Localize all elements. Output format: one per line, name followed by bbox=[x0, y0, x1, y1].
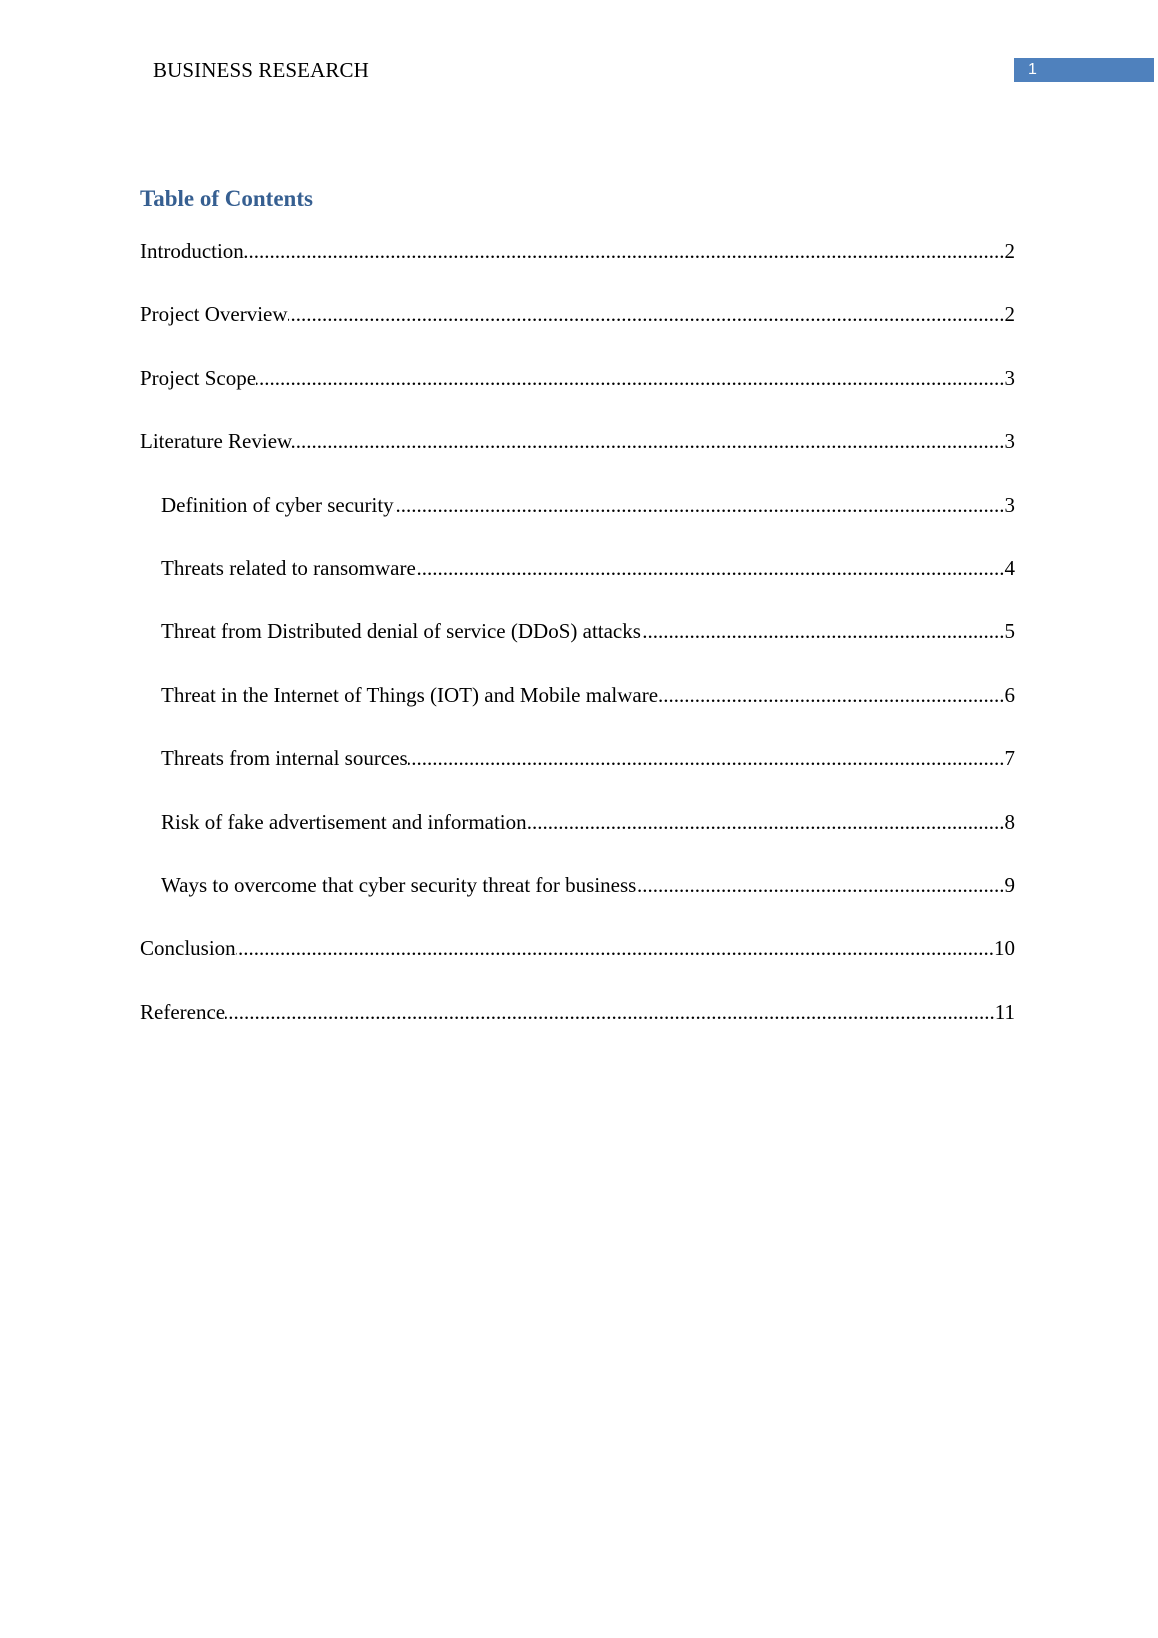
toc-entry-page: 10 bbox=[994, 936, 1015, 961]
toc-entry-label: Introduction bbox=[140, 239, 244, 263]
toc-entry-label: Threat from Distributed denial of service (DDoS) attacks bbox=[161, 619, 641, 644]
toc-dot-leader bbox=[636, 871, 1004, 899]
toc-entry-ways-to-overcome[interactable] bbox=[140, 871, 1015, 934]
toc-heading: Table of Contents bbox=[140, 186, 313, 211]
toc-dot-leader bbox=[292, 427, 1004, 455]
toc-entry-page: 4 bbox=[1004, 555, 1015, 580]
toc-entry-page: 3 bbox=[1004, 365, 1015, 390]
toc-entry-threats-ransomware[interactable] bbox=[140, 554, 1015, 617]
toc-entry-label: Literature Review bbox=[140, 429, 293, 454]
toc-entry-page: 2 bbox=[1004, 239, 1015, 263]
page-number-box bbox=[1014, 58, 1154, 82]
toc-entry-page: 5 bbox=[1004, 619, 1015, 644]
toc-entry-page: 3 bbox=[1004, 492, 1015, 517]
toc-dot-leader bbox=[641, 617, 1005, 645]
toc-dot-leader bbox=[225, 998, 995, 1026]
toc-entry-label: Threats from internal sources bbox=[161, 746, 408, 771]
page-number: 1 bbox=[1028, 61, 1037, 78]
toc-entry-label: Project Overview bbox=[140, 302, 288, 327]
toc-entry-page: 11 bbox=[994, 999, 1015, 1024]
toc-entry-label: Project Scope bbox=[140, 365, 257, 390]
toc-entry-project-overview[interactable] bbox=[140, 300, 1015, 363]
toc-entry-label: Ways to overcome that cyber security threat for business bbox=[161, 872, 637, 897]
toc-dot-leader bbox=[394, 491, 1005, 519]
toc-entry-page: 9 bbox=[1004, 872, 1015, 897]
toc-dot-leader bbox=[256, 364, 1004, 392]
toc-list bbox=[140, 237, 1015, 1061]
toc-entry-label: Risk of fake advertisement and information bbox=[161, 809, 527, 834]
toc-entry-risk-fake-advertisement[interactable] bbox=[140, 808, 1015, 871]
toc-entry-page: 6 bbox=[1004, 682, 1015, 707]
toc-entry-label: Conclusion bbox=[140, 936, 236, 961]
toc-entry-reference[interactable] bbox=[140, 998, 1015, 1061]
toc-dot-leader bbox=[236, 934, 994, 962]
toc-dot-leader bbox=[288, 300, 1005, 328]
toc-dot-leader bbox=[408, 744, 1005, 772]
toc-entry-page: 7 bbox=[1004, 746, 1015, 771]
toc-entry-label: Definition of cyber security bbox=[161, 492, 394, 517]
toc-entry-label: Threat in the Internet of Things (IOT) and Mobile malware bbox=[161, 682, 659, 707]
toc-entry-page: 3 bbox=[1004, 429, 1015, 454]
toc-entry-introduction[interactable] bbox=[140, 237, 1015, 300]
toc-entry-conclusion[interactable] bbox=[140, 934, 1015, 997]
running-header-title: BUSINESS RESEARCH bbox=[153, 58, 369, 82]
toc-entry-threat-ddos[interactable] bbox=[140, 617, 1015, 680]
toc-entry-page: 2 bbox=[1004, 302, 1015, 327]
toc-dot-leader bbox=[527, 808, 1005, 836]
toc-entry-threat-iot-mobile-malware[interactable] bbox=[140, 681, 1015, 744]
toc-entry-label: Reference bbox=[140, 999, 226, 1024]
toc-dot-leader bbox=[658, 681, 1004, 709]
toc-entry-definition-of-cyber-security[interactable] bbox=[140, 491, 1015, 554]
toc-dot-leader bbox=[244, 237, 1005, 265]
toc-dot-leader bbox=[416, 554, 1005, 582]
toc-entry-project-scope[interactable] bbox=[140, 364, 1015, 427]
toc-entry-page: 8 bbox=[1004, 809, 1015, 834]
toc-entry-literature-review[interactable] bbox=[140, 427, 1015, 490]
toc-entry-label: Threats related to ransomware bbox=[161, 555, 416, 580]
toc-entry-threats-internal-sources[interactable] bbox=[140, 744, 1015, 807]
